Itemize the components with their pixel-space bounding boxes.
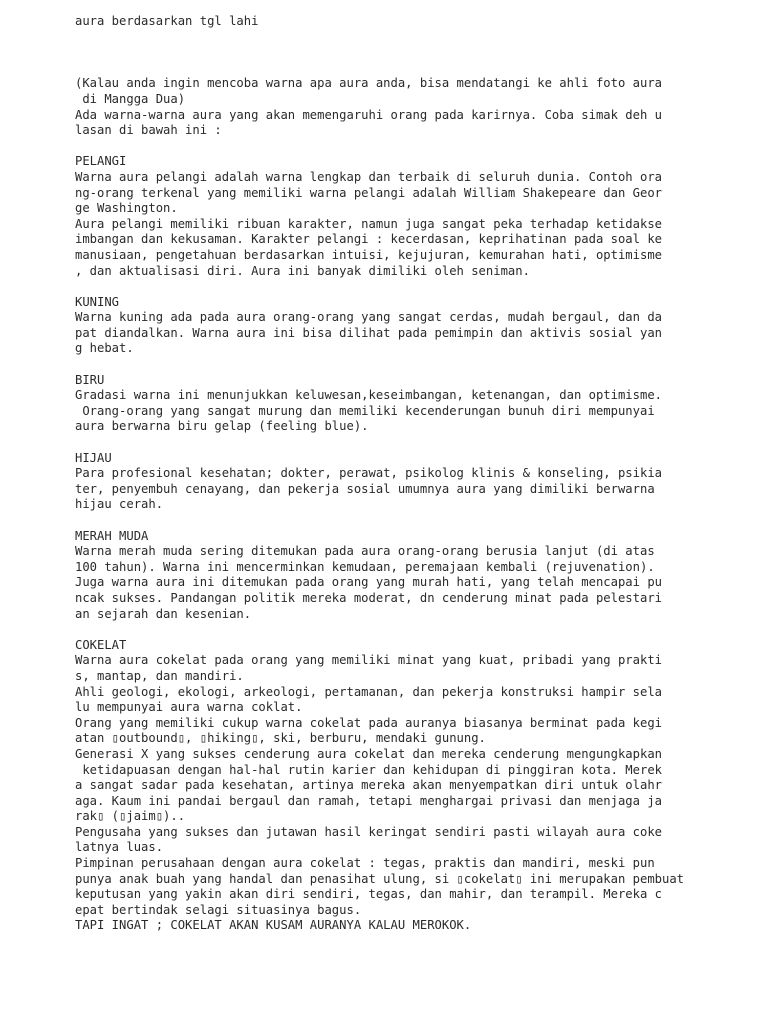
paragraph-line: a sangat sadar pada kesehatan, artinya mereka akan menyempatkan diri untuk olahr [75, 778, 662, 793]
paragraph-line: lasan di bawah ini : [75, 123, 222, 138]
section-heading: BIRU [75, 372, 105, 387]
paragraph-line: g hebat. [75, 341, 134, 356]
paragraph-line: ketidapuasan dengan hal-hal rutin karier dan kehidupan di pinggiran kota. Merek [75, 762, 662, 777]
paragraph-line: Warna merah muda sering ditemukan pada aura orang-orang berusia lanjut (di atas [75, 544, 655, 559]
section-heading: PELANGI [75, 154, 127, 169]
section-heading: COKELAT [75, 637, 127, 652]
paragraph-line: Orang-orang yang sangat murung dan memiliki kecenderungan bunuh diri mempunyai [75, 403, 655, 418]
paragraph-line: Aura pelangi memiliki ribuan karakter, namun juga sangat peka terhadap ketidakse [75, 216, 662, 231]
paragraph-line: s, mantap, dan mandiri. [75, 668, 244, 683]
paragraph-line: Ahli geologi, ekologi, arkeologi, pertamanan, dan pekerja konstruksi hampir sela [75, 684, 662, 699]
paragraph-line: , dan aktualisasi diri. Aura ini banyak dimiliki oleh seniman. [75, 263, 530, 278]
paragraph-line: rak▯ (▯jaim▯).. [75, 809, 186, 824]
paragraph-line: ng-orang terkenal yang memiliki warna pelangi adalah William Shakepeare dan Geor [75, 185, 662, 200]
paragraph-line: Warna kuning ada pada aura orang-orang yang sangat cerdas, mudah bergaul, dan da [75, 310, 662, 325]
closing-warning: TAPI INGAT ; COKELAT AKAN KUSAM AURANYA KALAU MEROKOK. [75, 918, 472, 933]
paragraph-line: Gradasi warna ini menunjukkan keluwesan,keseimbangan, ketenangan, dan optimisme. [75, 388, 662, 403]
paragraph-line: hijau cerah. [75, 497, 164, 512]
paragraph-line: punya anak buah yang handal dan penasihat ulung, si ▯cokelat▯ ini merupakan pembuat [75, 871, 685, 886]
paragraph-line: latnya luas. [75, 840, 164, 855]
section-pelangi [75, 154, 755, 279]
paragraph-line: (Kalau anda ingin mencoba warna apa aura anda, bisa mendatangi ke ahli foto aura [75, 76, 662, 91]
paragraph-line: Generasi X yang sukses cenderung aura cokelat dan mereka cenderung mengungkapkan [75, 746, 662, 761]
paragraph-line: epat bertindak selagi situasinya bagus. [75, 902, 362, 917]
paragraph-line: Para profesional kesehatan; dokter, perawat, psikolog klinis & konseling, psikia [75, 466, 662, 481]
document-page [75, 14, 755, 934]
paragraph-line: ge Washington. [75, 201, 178, 216]
paragraph-line: 100 tahun). Warna ini mencerminkan kemudaan, peremajaan kembali (rejuvenation). [75, 559, 655, 574]
paragraph-line: keputusan yang yakin akan diri sendiri, tegas, dan mahir, dan terampil. Mereka c [75, 887, 662, 902]
section-heading: HIJAU [75, 450, 112, 465]
paragraph-line: di Mangga Dua) [75, 91, 186, 106]
section-hijau [75, 451, 755, 513]
paragraph-line: Juga warna aura ini ditemukan pada orang yang murah hati, yang telah mencapai pu [75, 575, 662, 590]
paragraph-line: lu mempunyai aura warna coklat. [75, 700, 303, 715]
paragraph-line: ter, penyembuh cenayang, dan pekerja sosial umumnya aura yang dimiliki berwarna [75, 481, 655, 496]
section-cokelat [75, 638, 755, 934]
paragraph-line: Pengusaha yang sukses dan jutawan hasil keringat sendiri pasti wilayah aura coke [75, 824, 662, 839]
paragraph-line: Warna aura cokelat pada orang yang memiliki minat yang kuat, pribadi yang prakti [75, 653, 662, 668]
paragraph-line: Ada warna-warna aura yang akan memengaruhi orang pada karirnya. Coba simak deh u [75, 107, 662, 122]
section-heading: MERAH MUDA [75, 528, 149, 543]
section-merah-muda [75, 529, 755, 623]
paragraph-line: aura berwarna biru gelap (feeling blue). [75, 419, 369, 434]
section-biru [75, 373, 755, 435]
paragraph-line: imbangan dan kekusaman. Karakter pelangi : kecerdasan, keprihatinan pada soal ke [75, 232, 662, 247]
paragraph-line: manusiaan, pengetahuan berdasarkan intuisi, kejujuran, kemurahan hati, optimisme [75, 247, 662, 262]
paragraph-line: pat diandalkan. Warna aura ini bisa dilihat pada pemimpin dan aktivis sosial yan [75, 325, 662, 340]
paragraph-line: atan ▯outbound▯, ▯hiking▯, ski, berburu, mendaki gunung. [75, 731, 486, 746]
paragraph-line: Warna aura pelangi adalah warna lengkap dan terbaik di seluruh dunia. Contoh ora [75, 169, 662, 184]
section-kuning [75, 295, 755, 357]
paragraph-line: ncak sukses. Pandangan politik mereka moderat, dn cenderung minat pada pelestari [75, 590, 662, 605]
paragraph-line: aga. Kaum ini pandai bergaul dan ramah, tetapi menghargai privasi dan menjaga ja [75, 793, 662, 808]
intro-block [75, 76, 755, 138]
paragraph-line: Pimpinan perusahaan dengan aura cokelat : tegas, praktis dan mandiri, meski pun [75, 856, 655, 871]
paragraph-line: an sejarah dan kesenian. [75, 606, 252, 621]
document-title: aura berdasarkan tgl lahi [75, 14, 259, 28]
section-heading: KUNING [75, 294, 120, 309]
paragraph-line: Orang yang memiliki cukup warna cokelat pada auranya biasanya berminat pada kegi [75, 715, 662, 730]
